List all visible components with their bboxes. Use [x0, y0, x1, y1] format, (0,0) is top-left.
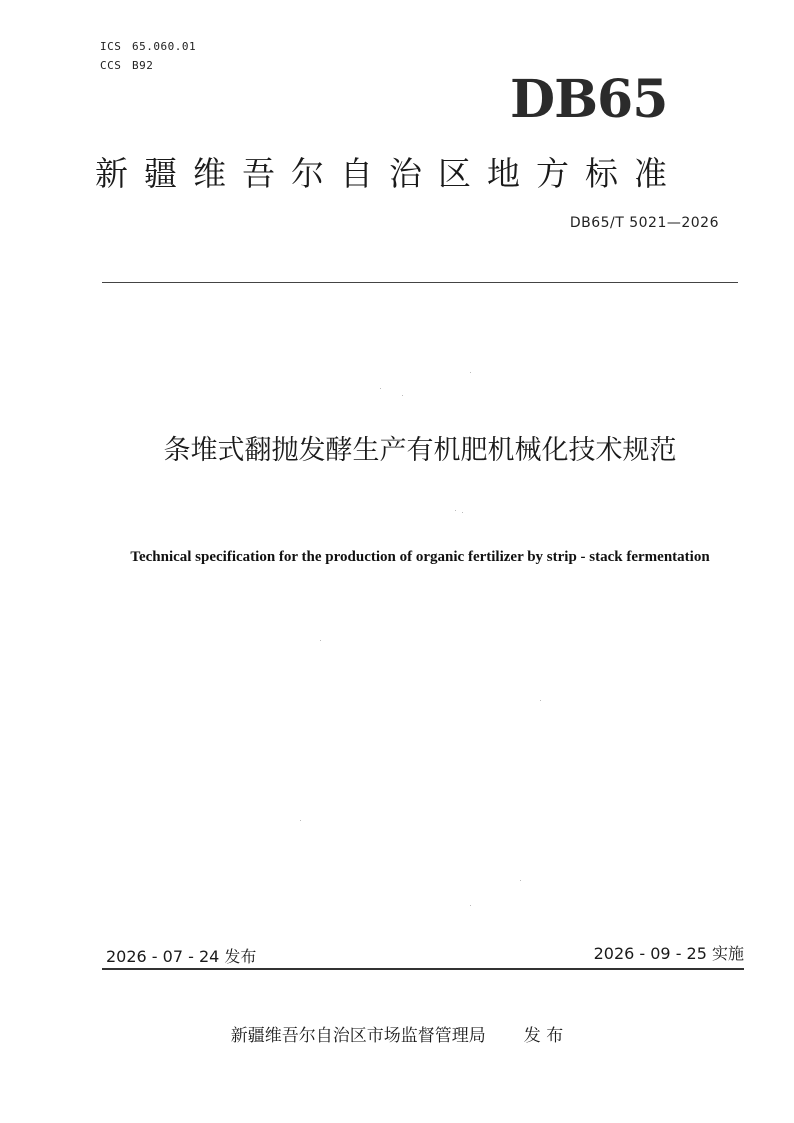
ccs-label: CCS: [100, 59, 122, 72]
publish-date: 2026 - 07 - 24 发布: [106, 947, 257, 966]
issuer-name: 新疆维吾尔自治区市场监督管理局: [230, 1026, 486, 1046]
ics-label: ICS: [100, 40, 122, 53]
issuer-line: [0, 1021, 794, 1046]
ccs-code: [100, 59, 153, 72]
implementation-date: 2026 - 09 - 25 实施: [593, 944, 744, 963]
db65-logo: DB65: [510, 69, 668, 130]
issuer-action: 发 布: [523, 1026, 564, 1046]
standard-number: DB65/T 5021—2026: [569, 215, 719, 231]
document-title-chinese: 条堆式翻抛发酵生产有机肥机械化技术规范: [163, 435, 677, 466]
ccs-value: B92: [132, 59, 154, 72]
ics-code: [100, 40, 196, 53]
header-divider: [102, 282, 738, 283]
footer-divider: [102, 968, 744, 970]
document-title-english: Technical specification for the production of organic fertilizer by strip - stack fermentation: [130, 549, 710, 565]
standard-class-heading: 新疆维吾尔自治区地方标准: [95, 154, 683, 193]
ics-value: 65.060.01: [132, 40, 197, 53]
